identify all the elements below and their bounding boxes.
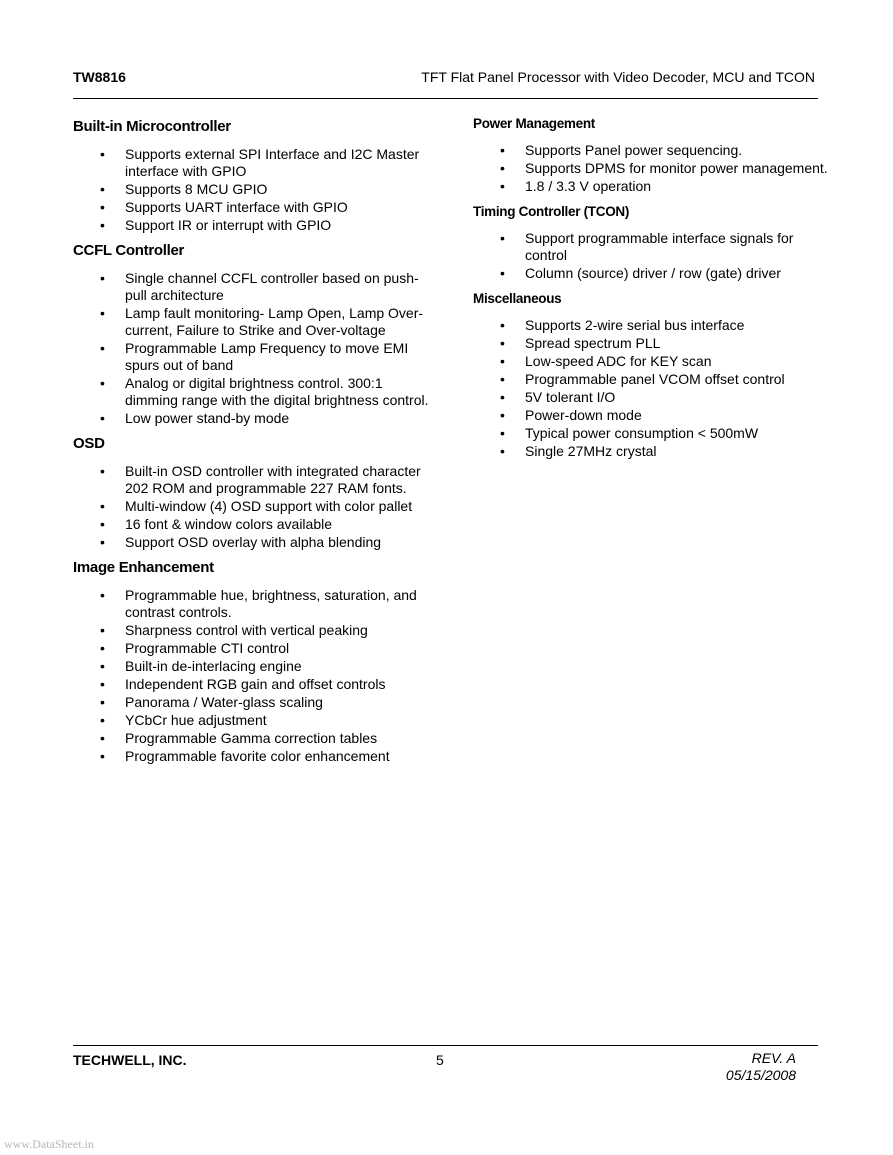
list-item: • Supports DPMS for monitor power management. [500, 160, 828, 176]
bullet-icon: • [100, 305, 105, 321]
bullet-icon: • [100, 181, 105, 197]
bullet-icon: • [500, 425, 505, 441]
list-item: • Programmable Lamp Frequency to move EMI spurs out of band [100, 340, 409, 373]
list-item: • YCbCr hue adjustment [100, 712, 267, 728]
bullet-icon: • [100, 270, 105, 286]
bullet-icon: • [500, 230, 505, 246]
list-item: • Panorama / Water-glass scaling [100, 694, 323, 710]
miscellaneous-list [473, 317, 833, 460]
list-item: • Programmable hue, brightness, saturation, and contrast controls. [100, 587, 417, 620]
bullet-icon: • [100, 712, 105, 728]
bullet-icon: • [100, 146, 105, 162]
bullet-icon: • [500, 178, 505, 194]
bullet-icon: • [100, 516, 105, 532]
bullet-icon: • [500, 443, 505, 459]
section-title-power-management: Power Management [473, 116, 595, 131]
list-item: • Column (source) driver / row (gate) driver [500, 265, 781, 281]
list-item: • Single channel CCFL controller based on push-pull architecture [100, 270, 419, 303]
bullet-icon: • [100, 534, 105, 550]
bullet-icon: • [500, 335, 505, 351]
revision-label: REV. A [751, 1050, 796, 1066]
watermark: www.DataSheet.in [4, 1137, 94, 1151]
bullet-icon: • [100, 658, 105, 674]
list-item: • Independent RGB gain and offset controls [100, 676, 386, 692]
list-item: • Typical power consumption < 500mW [500, 425, 759, 441]
list-item: • Programmable Gamma correction tables [100, 730, 378, 746]
bullet-icon: • [100, 730, 105, 746]
timing-controller-list [473, 230, 833, 282]
bullet-icon: • [100, 410, 105, 426]
list-item: • 5V tolerant I/O [500, 389, 616, 405]
bullet-icon: • [100, 587, 105, 603]
revision-date: 05/15/2008 [725, 1067, 796, 1083]
list-item: • Single 27MHz crystal [500, 443, 657, 459]
bullet-icon: • [500, 353, 505, 369]
bullet-icon: • [100, 640, 105, 656]
image-enhancement-list [73, 587, 433, 765]
section-title-builtin-microcontroller: Built-in Microcontroller [73, 118, 231, 135]
bullet-icon: • [100, 748, 105, 764]
list-item: • Power-down mode [500, 407, 642, 423]
list-item: • Sharpness control with vertical peaking [100, 622, 368, 638]
bullet-icon: • [500, 371, 505, 387]
osd-list [73, 463, 433, 551]
list-item: • Built-in de-interlacing engine [100, 658, 302, 674]
list-item: • Lamp fault monitoring- Lamp Open, Lamp Over-current, Failure to Strike and Over-voltage [100, 305, 424, 338]
list-item: • Spread spectrum PLL [500, 335, 661, 351]
revision-block [726, 1050, 796, 1084]
list-item: • Multi-window (4) OSD support with color pallet [100, 498, 413, 514]
header-divider [73, 98, 818, 99]
bullet-icon: • [500, 389, 505, 405]
section-title-osd: OSD [73, 435, 105, 452]
bullet-icon: • [100, 340, 105, 356]
list-item: • Support OSD overlay with alpha blending [100, 534, 382, 550]
list-item: • Supports UART interface with GPIO [100, 199, 348, 215]
bullet-icon: • [500, 142, 505, 158]
list-item: • Low-speed ADC for KEY scan [500, 353, 712, 369]
power-management-list [473, 142, 833, 195]
bullet-icon: • [500, 160, 505, 176]
list-item: • Supports 2-wire serial bus interface [500, 317, 745, 333]
bullet-icon: • [100, 375, 105, 391]
list-item: • Programmable favorite color enhancement [100, 748, 390, 764]
builtin-microcontroller-list [73, 146, 433, 234]
list-item: • 1.8 / 3.3 V operation [500, 178, 652, 194]
bullet-icon: • [100, 676, 105, 692]
list-item: • Supports 8 MCU GPIO [100, 181, 268, 197]
list-item: • Programmable CTI control [100, 640, 290, 656]
bullet-icon: • [100, 622, 105, 638]
bullet-icon: • [100, 694, 105, 710]
bullet-icon: • [100, 217, 105, 233]
section-title-timing-controller: Timing Controller (TCON) [473, 204, 630, 219]
bullet-icon: • [500, 317, 505, 333]
bullet-icon: • [100, 463, 105, 479]
bullet-icon: • [100, 498, 105, 514]
document-title: TFT Flat Panel Processor with Video Decoder, MCU and TCON [421, 69, 815, 85]
list-item: • 16 font & window colors available [100, 516, 333, 532]
section-title-miscellaneous: Miscellaneous [473, 291, 562, 306]
footer-divider [73, 1045, 818, 1046]
section-title-ccfl-controller: CCFL Controller [73, 242, 185, 259]
bullet-icon: • [500, 407, 505, 423]
ccfl-controller-list [73, 270, 433, 427]
company-name: TECHWELL, INC. [73, 1052, 187, 1068]
right-column [473, 116, 833, 461]
document-id: TW8816 [73, 69, 126, 85]
list-item: • Supports external SPI Interface and I2C Master interface with GPIO [100, 146, 420, 179]
page-number: 5 [436, 1052, 444, 1068]
list-item: • Low power stand-by mode [100, 410, 290, 426]
section-title-image-enhancement: Image Enhancement [73, 559, 214, 576]
bullet-icon: • [100, 199, 105, 215]
list-item: • Programmable panel VCOM offset control [500, 371, 785, 387]
list-item: • Built-in OSD controller with integrated character 202 ROM and programmable 227 RAM fonts. [100, 463, 421, 496]
bullet-icon: • [500, 265, 505, 281]
list-item: • Analog or digital brightness control. 300:1 dimming range with the digital brightness control. [100, 375, 429, 408]
left-column [73, 116, 433, 766]
list-item: • Supports Panel power sequencing. [500, 142, 743, 158]
list-item: • Support IR or interrupt with GPIO [100, 217, 332, 233]
list-item: • Support programmable interface signals for control [500, 230, 794, 263]
